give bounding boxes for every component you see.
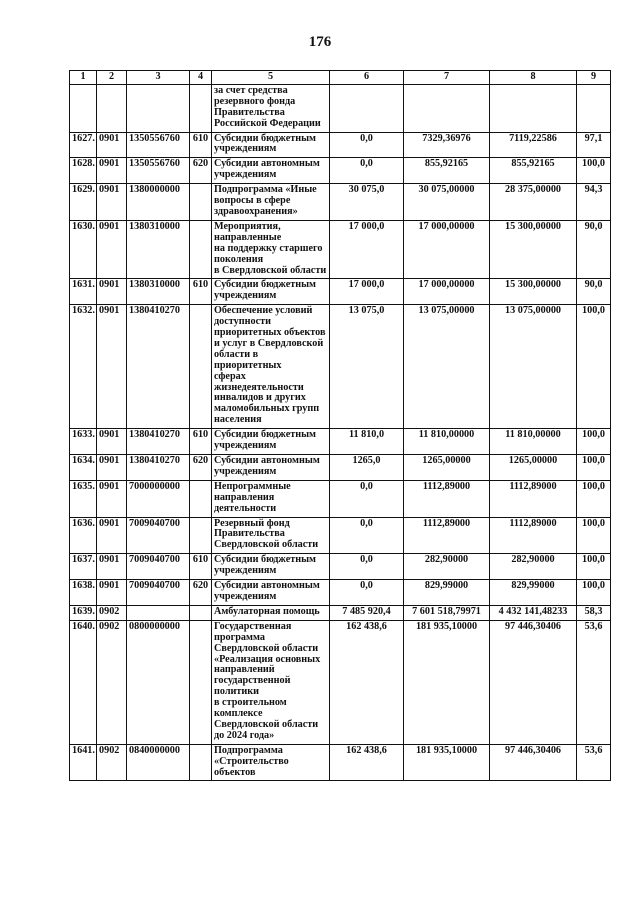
row-number-cell: 1629. — [70, 184, 97, 221]
executed-amount-cell: 1112,89000 — [490, 480, 577, 517]
executed-amount-cell: 855,92165 — [490, 158, 577, 184]
refined-amount-cell: 282,90000 — [404, 554, 490, 580]
expense-type-cell — [190, 305, 212, 429]
header-cell: 9 — [577, 71, 611, 85]
approved-amount-cell: 13 075,0 — [330, 305, 404, 429]
expense-type-cell — [190, 517, 212, 554]
expense-type-cell: 610 — [190, 554, 212, 580]
header-cell: 3 — [127, 71, 190, 85]
row-number-cell: 1640. — [70, 620, 97, 744]
refined-amount-cell — [404, 84, 490, 132]
item-name-cell: Субсидии бюджетным учреждениям — [212, 429, 330, 455]
row-number-cell: 1630. — [70, 220, 97, 279]
approved-amount-cell: 0,0 — [330, 554, 404, 580]
row-number-cell: 1638. — [70, 580, 97, 606]
percent-cell: 90,0 — [577, 220, 611, 279]
expense-type-cell: 620 — [190, 158, 212, 184]
item-name-cell: Субсидии автономным учреждениям — [212, 455, 330, 481]
section-code-cell: 0901 — [97, 480, 127, 517]
refined-amount-cell: 1112,89000 — [404, 480, 490, 517]
table-row — [70, 744, 611, 781]
table-row — [70, 279, 611, 305]
executed-amount-cell: 1112,89000 — [490, 517, 577, 554]
section-code-cell — [97, 84, 127, 132]
expense-type-cell — [190, 184, 212, 221]
row-number-cell: 1639. — [70, 605, 97, 620]
executed-amount-cell: 4 432 141,48233 — [490, 605, 577, 620]
target-article-cell: 1380310000 — [127, 279, 190, 305]
section-code-cell: 0901 — [97, 220, 127, 279]
percent-cell: 100,0 — [577, 455, 611, 481]
executed-amount-cell: 282,90000 — [490, 554, 577, 580]
target-article-cell: 0840000000 — [127, 744, 190, 781]
table-row — [70, 184, 611, 221]
expense-type-cell — [190, 744, 212, 781]
executed-amount-cell: 13 075,00000 — [490, 305, 577, 429]
executed-amount-cell: 28 375,00000 — [490, 184, 577, 221]
approved-amount-cell: 0,0 — [330, 517, 404, 554]
section-code-cell: 0901 — [97, 517, 127, 554]
section-code-cell: 0901 — [97, 554, 127, 580]
header-cell: 4 — [190, 71, 212, 85]
target-article-cell: 1380310000 — [127, 220, 190, 279]
row-number-cell: 1637. — [70, 554, 97, 580]
percent-cell: 100,0 — [577, 429, 611, 455]
percent-cell: 53,6 — [577, 744, 611, 781]
expense-type-cell — [190, 480, 212, 517]
table-row — [70, 305, 611, 429]
table-row — [70, 132, 611, 158]
row-number-cell — [70, 84, 97, 132]
section-code-cell: 0901 — [97, 279, 127, 305]
approved-amount-cell: 17 000,0 — [330, 220, 404, 279]
refined-amount-cell: 30 075,00000 — [404, 184, 490, 221]
table-row — [70, 620, 611, 744]
header-cell: 5 — [212, 71, 330, 85]
executed-amount-cell: 829,99000 — [490, 580, 577, 606]
row-number-cell: 1627. — [70, 132, 97, 158]
percent-cell: 100,0 — [577, 580, 611, 606]
executed-amount-cell: 15 300,00000 — [490, 220, 577, 279]
refined-amount-cell: 181 935,10000 — [404, 744, 490, 781]
table-row — [70, 605, 611, 620]
approved-amount-cell: 0,0 — [330, 480, 404, 517]
header-cell: 1 — [70, 71, 97, 85]
executed-amount-cell: 97 446,30406 — [490, 620, 577, 744]
refined-amount-cell: 829,99000 — [404, 580, 490, 606]
table-row — [70, 580, 611, 606]
target-article-cell: 1380410270 — [127, 455, 190, 481]
table-row — [70, 455, 611, 481]
item-name-cell: Мероприятия, направленные на поддержку старшего поколения в Свердловской области — [212, 220, 330, 279]
expense-type-cell: 620 — [190, 580, 212, 606]
item-name-cell: Непрограммные направления деятельности — [212, 480, 330, 517]
refined-amount-cell: 13 075,00000 — [404, 305, 490, 429]
target-article-cell: 1380410270 — [127, 305, 190, 429]
executed-amount-cell: 15 300,00000 — [490, 279, 577, 305]
expense-type-cell — [190, 220, 212, 279]
target-article-cell — [127, 84, 190, 132]
refined-amount-cell: 1112,89000 — [404, 517, 490, 554]
percent-cell: 100,0 — [577, 158, 611, 184]
expense-type-cell — [190, 84, 212, 132]
percent-cell: 100,0 — [577, 517, 611, 554]
refined-amount-cell: 181 935,10000 — [404, 620, 490, 744]
approved-amount-cell: 1265,0 — [330, 455, 404, 481]
item-name-cell: Обеспечение условий доступности приоритетных объектов и услуг в Свердловской области в приоритетных сферах жизнедеятельности инвалидов и других маломобильных групп населения — [212, 305, 330, 429]
percent-cell: 100,0 — [577, 305, 611, 429]
refined-amount-cell: 855,92165 — [404, 158, 490, 184]
section-code-cell: 0901 — [97, 580, 127, 606]
section-code-cell: 0901 — [97, 132, 127, 158]
header-cell: 7 — [404, 71, 490, 85]
expense-type-cell: 610 — [190, 279, 212, 305]
row-number-cell: 1628. — [70, 158, 97, 184]
target-article-cell: 7009040700 — [127, 517, 190, 554]
approved-amount-cell: 30 075,0 — [330, 184, 404, 221]
executed-amount-cell — [490, 84, 577, 132]
table-row — [70, 554, 611, 580]
refined-amount-cell: 1265,00000 — [404, 455, 490, 481]
section-code-cell: 0901 — [97, 305, 127, 429]
target-article-cell: 7009040700 — [127, 554, 190, 580]
refined-amount-cell: 17 000,00000 — [404, 279, 490, 305]
target-article-cell: 0800000000 — [127, 620, 190, 744]
approved-amount-cell — [330, 84, 404, 132]
target-article-cell: 7009040700 — [127, 580, 190, 606]
item-name-cell: Резервный фонд Правительства Свердловской области — [212, 517, 330, 554]
expense-type-cell: 610 — [190, 429, 212, 455]
refined-amount-cell: 7 601 518,79971 — [404, 605, 490, 620]
header-cell: 6 — [330, 71, 404, 85]
budget-table — [69, 70, 611, 781]
section-code-cell: 0902 — [97, 605, 127, 620]
table-row — [70, 84, 611, 132]
row-number-cell: 1634. — [70, 455, 97, 481]
target-article-cell: 1350556760 — [127, 132, 190, 158]
executed-amount-cell: 97 446,30406 — [490, 744, 577, 781]
percent-cell — [577, 84, 611, 132]
approved-amount-cell: 17 000,0 — [330, 279, 404, 305]
section-code-cell: 0901 — [97, 455, 127, 481]
row-number-cell: 1632. — [70, 305, 97, 429]
target-article-cell — [127, 605, 190, 620]
percent-cell: 94,3 — [577, 184, 611, 221]
row-number-cell: 1631. — [70, 279, 97, 305]
expense-type-cell: 620 — [190, 455, 212, 481]
section-code-cell: 0902 — [97, 620, 127, 744]
approved-amount-cell: 162 438,6 — [330, 744, 404, 781]
row-number-cell: 1641. — [70, 744, 97, 781]
item-name-cell: за счет средства резервного фонда Правительства Российской Федерации — [212, 84, 330, 132]
header-cell: 2 — [97, 71, 127, 85]
approved-amount-cell: 11 810,0 — [330, 429, 404, 455]
target-article-cell: 1380410270 — [127, 429, 190, 455]
table-row — [70, 517, 611, 554]
percent-cell: 53,6 — [577, 620, 611, 744]
expense-type-cell — [190, 605, 212, 620]
item-name-cell: Субсидии автономным учреждениям — [212, 158, 330, 184]
approved-amount-cell: 0,0 — [330, 132, 404, 158]
item-name-cell: Подпрограмма «Строительство объектов — [212, 744, 330, 781]
approved-amount-cell: 0,0 — [330, 158, 404, 184]
percent-cell: 90,0 — [577, 279, 611, 305]
approved-amount-cell: 7 485 920,4 — [330, 605, 404, 620]
refined-amount-cell: 17 000,00000 — [404, 220, 490, 279]
item-name-cell: Государственная программа Свердловской области «Реализация основных направлений государственной политики в строительном комплексе Свердловской области до 2024 года» — [212, 620, 330, 744]
executed-amount-cell: 7119,22586 — [490, 132, 577, 158]
item-name-cell: Амбулаторная помощь — [212, 605, 330, 620]
section-code-cell: 0901 — [97, 429, 127, 455]
approved-amount-cell: 162 438,6 — [330, 620, 404, 744]
item-name-cell: Субсидии автономным учреждениям — [212, 580, 330, 606]
target-article-cell: 1380000000 — [127, 184, 190, 221]
table-row — [70, 158, 611, 184]
item-name-cell: Субсидии бюджетным учреждениям — [212, 279, 330, 305]
table-body — [70, 84, 611, 781]
percent-cell: 100,0 — [577, 480, 611, 517]
table-header-row — [70, 71, 611, 85]
table-row — [70, 480, 611, 517]
refined-amount-cell: 11 810,00000 — [404, 429, 490, 455]
table-row — [70, 429, 611, 455]
percent-cell: 58,3 — [577, 605, 611, 620]
approved-amount-cell: 0,0 — [330, 580, 404, 606]
table-row — [70, 220, 611, 279]
row-number-cell: 1636. — [70, 517, 97, 554]
row-number-cell: 1633. — [70, 429, 97, 455]
target-article-cell: 7000000000 — [127, 480, 190, 517]
item-name-cell: Подпрограмма «Иные вопросы в сфере здравоохранения» — [212, 184, 330, 221]
section-code-cell: 0901 — [97, 158, 127, 184]
expense-type-cell — [190, 620, 212, 744]
executed-amount-cell: 11 810,00000 — [490, 429, 577, 455]
target-article-cell: 1350556760 — [127, 158, 190, 184]
executed-amount-cell: 1265,00000 — [490, 455, 577, 481]
section-code-cell: 0901 — [97, 184, 127, 221]
section-code-cell: 0902 — [97, 744, 127, 781]
row-number-cell: 1635. — [70, 480, 97, 517]
percent-cell: 100,0 — [577, 554, 611, 580]
percent-cell: 97,1 — [577, 132, 611, 158]
item-name-cell: Субсидии бюджетным учреждениям — [212, 132, 330, 158]
expense-type-cell: 610 — [190, 132, 212, 158]
header-cell: 8 — [490, 71, 577, 85]
page-number: 176 — [308, 34, 332, 50]
refined-amount-cell: 7329,36976 — [404, 132, 490, 158]
item-name-cell: Субсидии бюджетным учреждениям — [212, 554, 330, 580]
